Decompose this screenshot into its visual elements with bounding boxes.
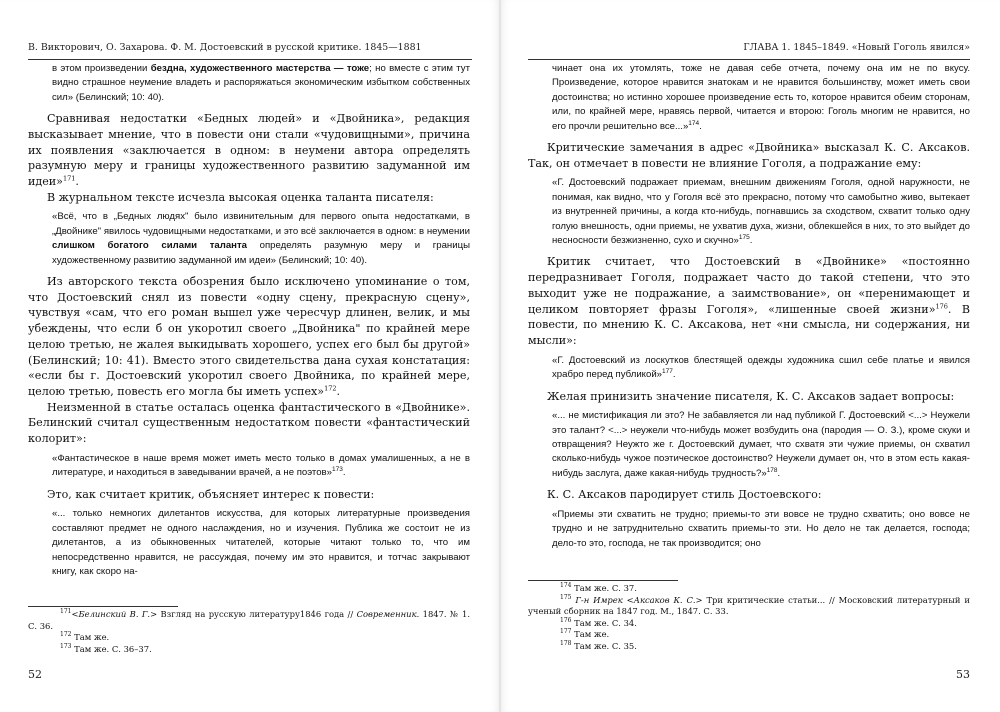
footnote-rule (28, 606, 178, 607)
right-header-rule (528, 59, 970, 60)
footnote: $^{176}$ Там же. С. 34. (560, 616, 637, 628)
footnote: $^{173}$ Там же. С. 36–37. (60, 642, 152, 654)
footnote: $^{178}$ Там же. С. 35. (560, 640, 637, 651)
footnote-ref: 178 (766, 466, 778, 474)
right-page (500, 0, 1000, 712)
paragraph: Неизменной в статье осталась оценка фантастического в «Двойнике». Белинский считал существенным недостатком повести «фантастический колорит»: (28, 400, 470, 446)
footnote-ref: 173 (331, 466, 343, 474)
paragraph: Из авторского текста обозрения было исключено упоминание о том, что Достоевский снял из повести «одну сцену, прекрасную сцену», чувствуя «сам, что его роман вышел уже чересчур длинен, велик, и мы убеждены, что если б он укоротил своего „Двойника" по крайней мере целою третью, не жалея выкидывать хорошего, успех его был бы другой» (Белинский; 10: 41). Вместо этого свидетельства дана сухая констатация: «если бы г. Достоевский укоротил своего Двойника, по крайней мере, целою третью, повесть его могла бы иметь успех»$^{172}$. (28, 275, 470, 398)
paragraph: В журнальном тексте исчезла высокая оценка таланта писателя: (47, 190, 434, 204)
footnote-ref: 175 (738, 233, 750, 241)
page-number: 53 (956, 668, 970, 681)
left-header-rule (28, 59, 472, 60)
footnote-ref: 177 (662, 367, 673, 375)
footnote-ref: 174 (688, 119, 700, 127)
block-quote: «Фантастическое в наше время может иметь место только в домах умалишенных, а не в литературе, и находиться в заведывании врачей, а не поэтов»$^{173}$. (52, 452, 470, 479)
block-quote: в этом произведении бездна, художественного мастерства — тоже; но вместе с этим тут видно страшное неумение владеть и распоряжаться экономическим избытком собственных сил» (Белинский; 10: 40). (52, 63, 470, 103)
footnote-ref: 176 (935, 301, 948, 310)
paragraph: Желая принизить значение писателя, К. С. Аксаков задает вопросы: (547, 389, 955, 403)
footnote-rule (528, 580, 678, 581)
book-gutter (499, 0, 501, 712)
right-text-column (528, 62, 970, 622)
left-running-head: В. Викторович, О. Захарова. Ф. М. Достоевский в русской критике. 1845—1881 (28, 42, 422, 53)
page-number: 52 (28, 668, 42, 681)
footnote-ref: 171 (62, 174, 76, 183)
block-quote: «Г. Достоевский из лоскутков блестящей одежды художника сшил себе платье и явился храбро перед публикой»$^{177}$. (552, 354, 970, 381)
footnote-ref: 172 (324, 384, 337, 393)
footnote: $^{172}$ Там же. (60, 631, 110, 643)
paragraph: Критик считает, что Достоевский в «Двойнике» «постоянно передразнивает Гоголя, подражает часто до такой степени, что это выходит уже не подражание, а заимствование», он «перенимающет и целиком повторяет фразы Гоголя», «лишенные своей жизни»$^{176}$. В повести, по мнению К. С. Аксакова, нет «ни смысла, ни содержания, ни мысли»: (528, 255, 970, 347)
left-text-column (28, 62, 470, 622)
right-running-head: ГЛАВА 1. 1845–1849. «Новый Гоголь явился» (743, 42, 970, 53)
block-quote: чинает она их утомлять, тоже не давая себе отчета, почему она им не по вкусу. Произведение, которое нравится знатокам и не нравится большинству, может иметь свои достоинства; но истинно хорошее произведение есть то, которое нравится обеим сторонам, или, по крайней мере, нравясь первой, читается и второю: Гоголь многим не нравится, но его прочли решительно все...»$^{174}$. (552, 63, 970, 132)
block-quote: «Всё, что в „Бедных людях" было извинительным для первого опыта недостатками, в „Двойнике" явилось чудовищными недостатками, и это всё заключается в одном: в неумении слишком богатого силами таланта определять разумную меру и границы художественному развитию задуманной им идеи» (Белинский; 10: 40). (52, 211, 470, 266)
footnote: $^{177}$ Там же. (560, 628, 610, 640)
footnote: $^{174}$ Там же. С. 37. (560, 582, 637, 593)
footnote: $^{175}$ Г-н Имрек <Аксаков К. С.> Три критические статьи... // Московский литературный и ученый сборник на 1847 год. М., 1847. С. 33. (528, 593, 970, 617)
footnote: $^{171}$<Белинский В. Г.> Взгляд на русскую литературу1846 года // Современник. 1847. № 1. С. 36. (28, 608, 470, 631)
paragraph: Сравнивая недостатки «Бедных людей» и «Двойника», редакция высказывает мнение, что в повести они стали «чудовищными», причина их появления «заключается в одном: в неумени автора определять разумную меру и границы художественного развитию задуманной им идеи»$^{171}$. (28, 112, 470, 189)
block-quote: «... не мистификация ли это? Не забавляется ли над публикой Г. Достоевский <...> Неужели это талант? <...> неужели что-нибудь может возбудить она (пародия — О. З.), кроме скуки и отвращения? Неужто же г. Достоевский думает, что схватя эти чужие приемы, он схватил сколько-нибудь чужое поэтическое достоинство? Неужели думает он, что в этом есть какая-нибудь заслуга, даже какая-нибудь трудность?»$^{178}$. (552, 410, 970, 479)
block-quote: «Приемы эти схватить не трудно; приемы-то эти вовсе не трудно схватить; оно вовсе не трудно и не затруднительно схватить приемы-то эти. Но дело не так делается, господа; дело-то это, господа, не так производится; оно (552, 508, 970, 549)
paragraph: Критические замечания в адрес «Двойника» высказал К. С. Аксаков. Так, он отмечает в повести не влияние Гоголя, а подражание ему: (528, 141, 970, 170)
block-quote: «Г. Достоевский подражает приемам, внешним движениям Гоголя, одной наружности, не понимая, как видно, что у Гоголя всё это прекрасно, потому что самобытно живо, вытекает из внутренней причины, а когда кто-нибудь, погнавшись за сходством, схватит только одну голую внешность, одни приемы, не ухватив духа, жизни, облекшейся в них, то это выйдет до несносности безжизненно, сухо и скучно»$^{175}$. (552, 177, 970, 247)
paragraph: Это, как считает критик, объясняет интерес к повести: (47, 487, 375, 501)
block-quote: «... только немногих дилетантов искусства, для которых литературные произведения составляют предмет не одного наслаждения, но и изучения. Публика же состоит не из дилетантов, а из обыкновенных читателей, которые читают только то, что им непосредственно нравится, не рассуждая, почему им это нравится, и тотчас закрывают книгу, как скоро на- (52, 508, 470, 577)
paragraph: К. С. Аксаков пародирует стиль Достоевского: (547, 488, 822, 502)
right-footnotes (528, 583, 970, 653)
left-footnotes (28, 609, 470, 655)
